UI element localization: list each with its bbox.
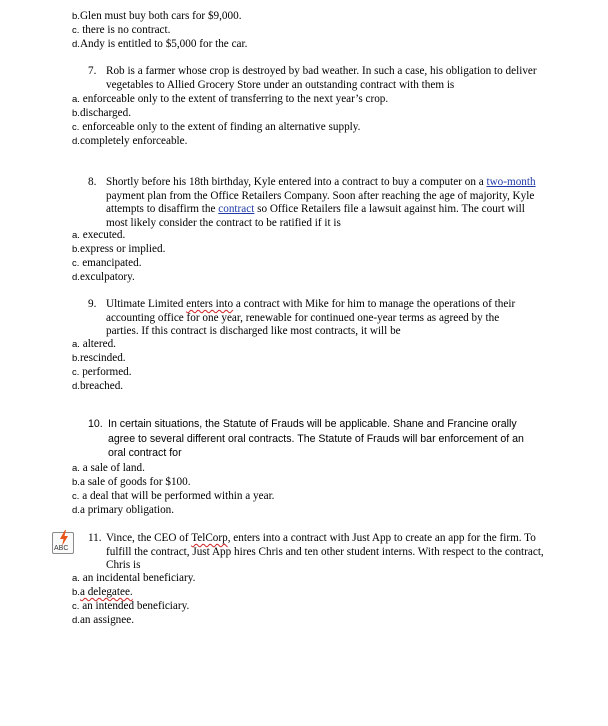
option-row: c. performed.: [72, 366, 132, 378]
spell-check-button[interactable]: ABC: [52, 532, 74, 554]
option-row: b.a sale of goods for $100.: [72, 476, 191, 488]
option-row: d.a primary obligation.: [72, 504, 175, 516]
option-row: d.breached.: [72, 380, 124, 392]
question-10: 10. In certain situations, the Statute of Frauds will be applicable. Shane and Francine orally agree to several different oral contracts. The Statute of Frauds will bar enforcement of an oral contract for: [88, 417, 530, 461]
option-row: b.discharged.: [72, 107, 131, 119]
option-row: c. enforceable only to the extent of finding an alternative supply.: [72, 121, 361, 133]
option-row: b.rescinded.: [72, 352, 126, 364]
question-text: Rob is a farmer whose crop is destroyed by bad weather. In such a case, his obligation to deliver vegetables to Allied Grocery Store under an outstanding contract with them is: [106, 65, 537, 91]
option-row: c. there is no contract.: [72, 24, 171, 36]
option-row: d.completely enforceable.: [72, 135, 188, 147]
spelling-flag[interactable]: enters into: [186, 298, 234, 310]
question-text: In certain situations, the Statute of Frauds will be applicable. Shane and Francine orally agree to several different oral contracts. The Statute of Frauds will bar enforcement of an oral contract for: [108, 418, 524, 459]
option-row: a. enforceable only to the extent of transferring to the next year’s crop.: [72, 93, 389, 105]
option-row: a. a sale of land.: [72, 462, 145, 474]
question-7: 7. Rob is a farmer whose crop is destroyed by bad weather. In such a case, his obligation to deliver vegetables to Allied Grocery Store under an outstanding contract with them is: [88, 65, 542, 92]
option-row: d.an assignee.: [72, 614, 134, 626]
option-row: a. altered.: [72, 338, 116, 350]
question-text: Shortly before his 18th birthday, Kyle entered into a contract to buy a computer on a two-month payment plan from the Office Retailers Company. Soon after reaching the age of majority, Kyle attempts to disaffirm the contract so Office Retailers file a lawsuit against him. The court will most likely consider the contract to be ratified if it is: [106, 176, 536, 229]
option-row: c. emancipated.: [72, 257, 142, 269]
question-11: 11. Vince, the CEO of TelCorp, enters into a contract with Just App to create an app for the firm. To fulfill the contract, Just App hires Chris and ten other student interns. With respect to the contract, Chris is: [88, 532, 546, 573]
option-row: b.a delegatee.: [72, 586, 133, 598]
question-text: Vince, the CEO of TelCorp, enters into a contract with Just App to create an app for the firm. To fulfill the contract, Just App hires Chris and ten other student interns. With respect to the contract, Chris is: [106, 532, 544, 571]
option-row: d.Andy is entitled to $5,000 for the car.: [72, 38, 248, 50]
hyperlink[interactable]: contract: [218, 203, 255, 215]
spelling-flag[interactable]: a delegatee.: [79, 586, 133, 598]
spell-check-icon: [59, 530, 69, 546]
spelling-flag[interactable]: TelCorp: [191, 532, 228, 544]
option-row: c. a deal that will be performed within a year.: [72, 490, 275, 502]
question-text: Ultimate Limited enters into a contract with Mike for him to manage the operations of their accounting office for one year, renewable for continued one-year terms as agreed by the parties. If this contract is discharged like most contracts, it will be: [106, 298, 516, 337]
option-row: b.express or implied.: [72, 243, 166, 255]
question-8: 8. Shortly before his 18th birthday, Kyle entered into a contract to buy a computer on a two-month payment plan from the Office Retailers Company. Soon after reaching the age of majority, Kyle attempts to disaffirm the contract so Office Retailers file a lawsuit against him. The court will most likely consider the contract to be ratified if it is: [88, 176, 538, 230]
option-row: a. an incidental beneficiary.: [72, 572, 196, 584]
option-row: d.exculpatory.: [72, 271, 135, 283]
option-row: b.Glen must buy both cars for $9,000.: [72, 10, 242, 22]
question-9: 9. Ultimate Limited enters into a contract with Mike for him to manage the operations of their accounting office for one year, renewable for continued one-year terms as agreed by the parties. If this contract is discharged like most contracts, it will be: [88, 298, 534, 339]
hyperlink[interactable]: two-month: [486, 176, 536, 188]
option-row: a. executed.: [72, 229, 126, 241]
option-row: c. an intended beneficiary.: [72, 600, 190, 612]
